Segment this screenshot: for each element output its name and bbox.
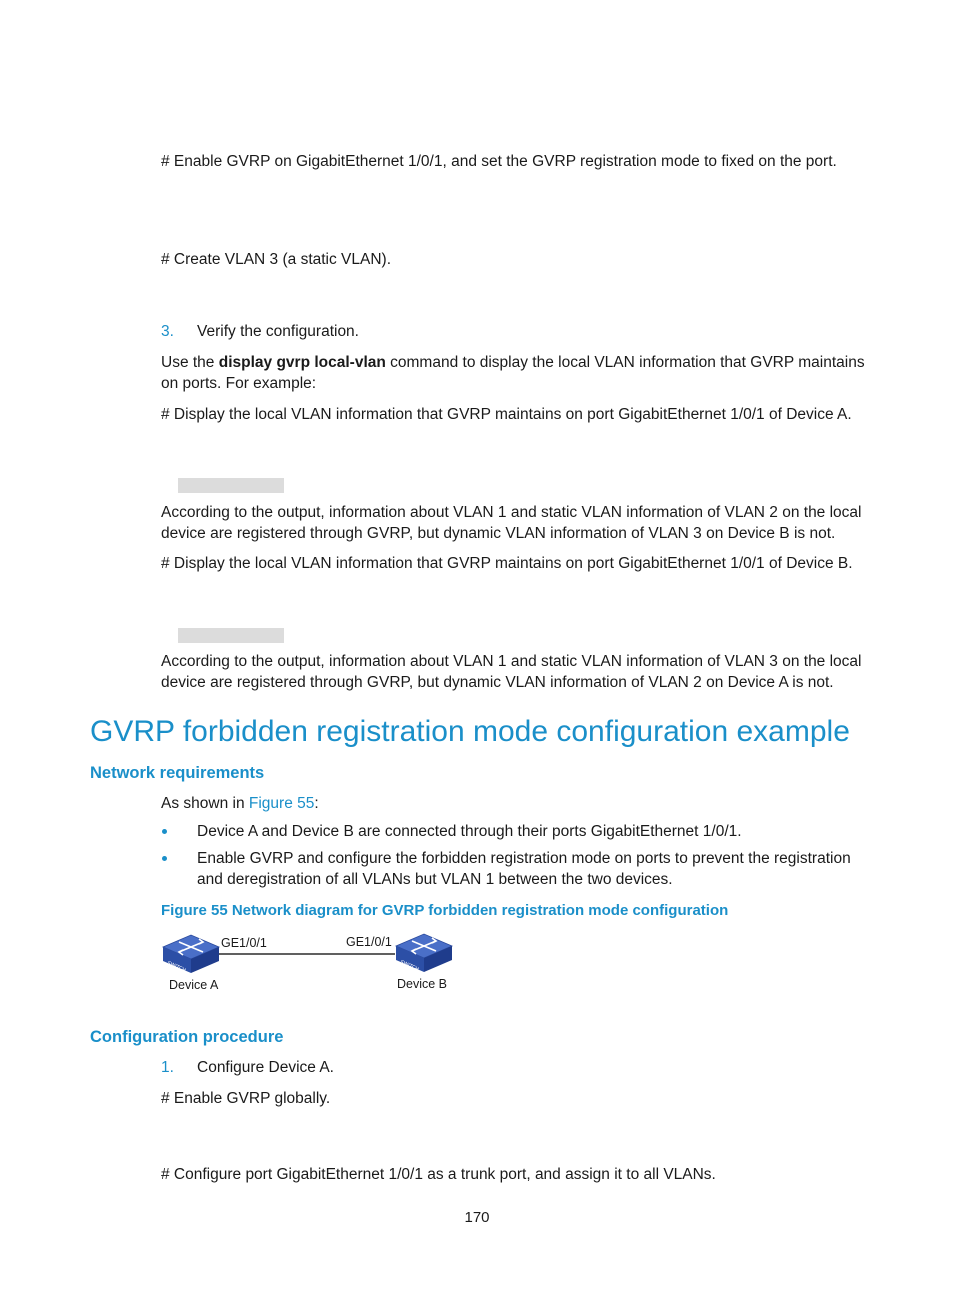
paragraph-display-command-post: command to display the local VLAN information that GVRP maintains on ports. For example:	[161, 354, 865, 392]
bullet-item-forbidden-mode: Enable GVRP and configure the forbidden registration mode on ports to prevent the registration and deregistration of all VLANs but VLAN 1 between the two devices.	[197, 850, 851, 888]
figure-55-link[interactable]: Figure 55	[248, 795, 315, 812]
paragraph-display-device-a: # Display the local VLAN information that GVRP maintains on port GigabitEthernet 1/0/1 of Device A.	[161, 406, 852, 423]
step-text-verify: Verify the configuration.	[197, 323, 359, 340]
paragraph-output-device-b: According to the output, information about VLAN 1 and static VLAN information of VLAN 3 on the local device are registered through GVRP, but dynamic VLAN information of VLAN 2 on Device A is not.	[161, 653, 862, 691]
paragraph-enable-gvrp-globally: # Enable GVRP globally.	[161, 1090, 331, 1107]
paragraph-display-command	[161, 352, 866, 394]
step-number-1: 1.	[161, 1059, 174, 1076]
command-display-gvrp-local-vlan: display gvrp local-vlan	[218, 354, 386, 371]
section-title: GVRP forbidden registration mode configuration example	[90, 715, 850, 748]
paragraph-enable-gvrp-port: # Enable GVRP on GigabitEthernet 1/0/1, and set the GVRP registration mode to fixed on the port.	[161, 153, 837, 170]
page-number: 170	[464, 1209, 490, 1226]
switch-device-b-icon	[396, 934, 452, 973]
device-b-label: Device B	[397, 977, 448, 991]
as-shown-post: :	[314, 795, 319, 812]
port-label-device-b: GE1/0/1	[346, 935, 392, 949]
bullet-dot	[162, 829, 167, 834]
step-text-configure-device-a: Configure Device A.	[197, 1059, 334, 1076]
figure-caption: Figure 55 Network diagram for GVRP forbidden registration mode configuration	[161, 902, 729, 919]
switch-a-label: SWITCH	[166, 960, 187, 974]
device-a-label: Device A	[169, 978, 219, 992]
network-diagram	[160, 928, 460, 998]
port-label-device-a: GE1/0/1	[221, 936, 267, 950]
switch-device-a-icon	[163, 935, 219, 974]
bullet-dot	[162, 856, 167, 861]
heading-configuration-procedure: Configuration procedure	[90, 1028, 284, 1046]
bullet-item-connection: Device A and Device B are connected through their ports GigabitEthernet 1/0/1.	[197, 823, 742, 840]
code-block-placeholder	[178, 478, 284, 493]
paragraph-display-device-b: # Display the local VLAN information that GVRP maintains on port GigabitEthernet 1/0/1 of Device B.	[161, 555, 853, 572]
paragraph-display-command-pre: Use the	[161, 354, 219, 371]
paragraph-create-vlan3: # Create VLAN 3 (a static VLAN).	[161, 251, 392, 268]
code-block-placeholder	[178, 628, 284, 643]
paragraph-configure-trunk: # Configure port GigabitEthernet 1/0/1 as a trunk port, and assign it to all VLANs.	[161, 1166, 716, 1183]
heading-network-requirements: Network requirements	[90, 764, 265, 782]
paragraph-as-shown	[161, 793, 319, 814]
step-number-3: 3.	[161, 323, 174, 340]
paragraph-output-device-a: According to the output, information about VLAN 1 and static VLAN information of VLAN 2 on the local device are registered through GVRP, but dynamic VLAN information of VLAN 3 on Device B is not.	[161, 504, 862, 542]
as-shown-pre: As shown in	[161, 795, 249, 812]
switch-b-label: SWITCH	[399, 959, 420, 973]
